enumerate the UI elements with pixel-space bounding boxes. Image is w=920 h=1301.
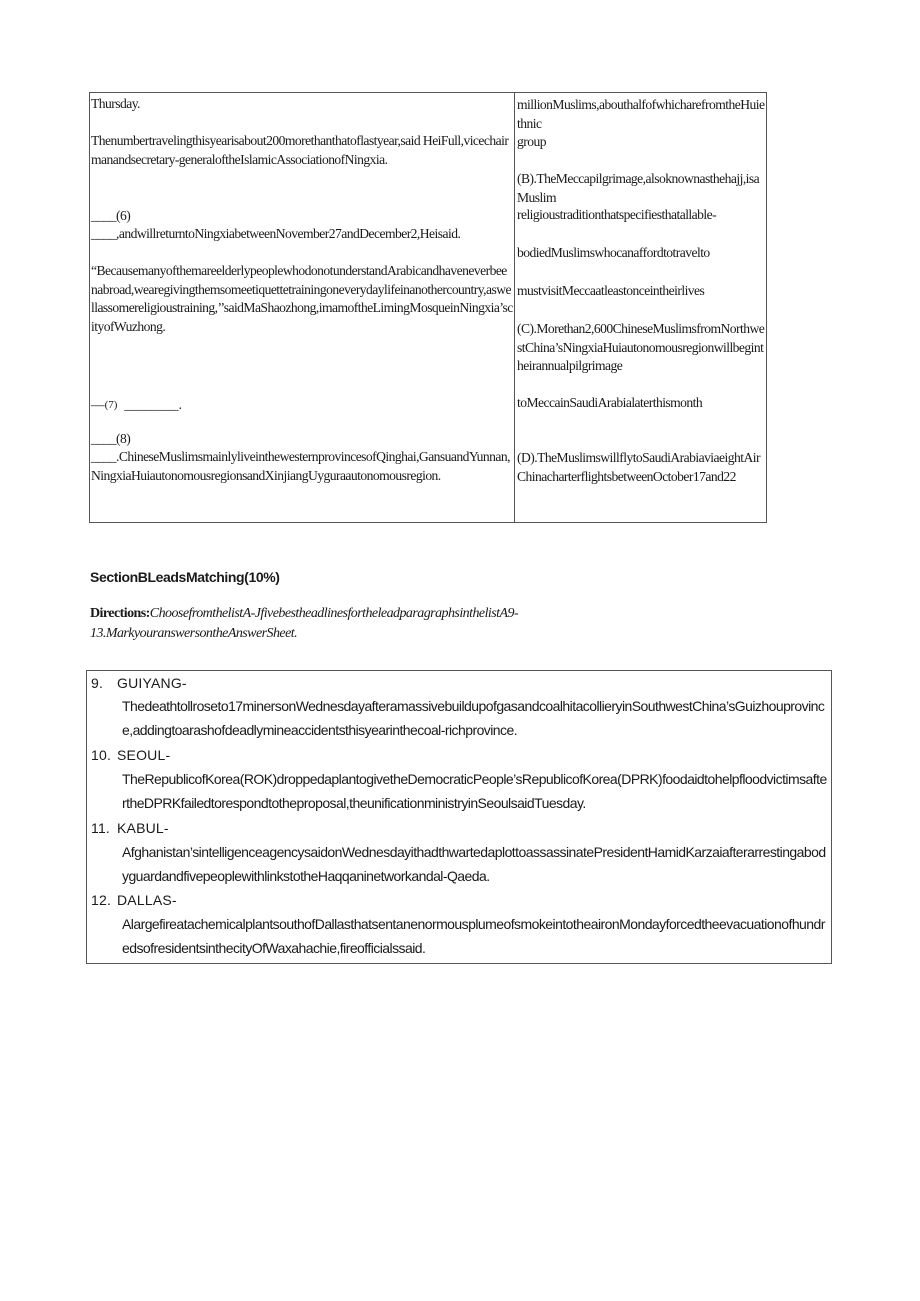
left-para-thursday: Thursday. <box>91 96 140 111</box>
lead-place: SEOUL- <box>117 747 171 763</box>
left-para-return: ____,andwillreturntoNingxiabetweenNovember27andDecember2,Heisaid. <box>91 226 461 241</box>
column-divider <box>514 92 515 523</box>
option-d: (D).TheMuslimswillflytoSaudiArabiaviaeightAirChinacharterflightsbetweenOctober17and22 <box>517 450 760 484</box>
left-para-chinese-muslims: ____.ChineseMuslimsmainlyliveinthewesternprovincesofQinghai,GansuandYunnan,NingxiaHuiautonomousregionsandXinjiangUyguraautonomousregion. <box>91 449 510 483</box>
option-b-line3: bodiedMuslimswhocanaffordtotravelto <box>517 245 710 260</box>
lead-number: 12. <box>91 892 112 908</box>
blank-7-number: (7) <box>104 399 118 411</box>
lead-text: TheRepublicofKorea(ROK)droppedaplantogivetheDemocraticPeople’sRepublicofKorea(DPRK)foodaidtohelpfloodvictimsaftertheDPRKfailedtorespondtotheproposal,theunificationministryinSeoulsaidTuesday. <box>122 771 827 811</box>
lead-heading <box>91 891 177 909</box>
left-para-quote: “BecausemanyofthemareelderlypeoplewhodonotunderstandArabicandhaveneverbeenabroad,wearegivingthemsomeetiquettetrainingoneverydaylifeinanothercountry,aswellassomereligioustraining,’’saidMaShaozhong,imamoftheLimingMosqueinNingxia’scityofWuzhong. <box>91 263 513 334</box>
blank-7-dash: — <box>91 397 105 412</box>
lead-number: 11. <box>91 820 111 836</box>
section-title: SectionBLeadsMatching(10%) <box>90 569 280 585</box>
lead-place: KABUL- <box>117 820 169 836</box>
right-para-million: millionMuslims,abouthalfofwhicharefromtheHuiethnic <box>517 97 765 131</box>
option-c-line2: toMeccainSaudiArabialaterthismonth <box>517 395 703 410</box>
lead-number: 9. <box>91 675 104 691</box>
lead-place: GUIYANG- <box>117 675 187 691</box>
lead-heading <box>91 819 169 837</box>
right-para-group: group <box>517 134 546 149</box>
lead-heading <box>91 746 170 764</box>
option-c: (C).Morethan2,600ChineseMuslimsfromNorthwestChina’sNingxiaHuiautonomousregionwillbegintheirannualpilgrimage <box>517 321 765 373</box>
directions-text: ChoosefromthelistA-JfivebestheadlinesfortheleadparagraphsinthelistA9-13.MarkyouranswersontheAnswerSheet. <box>90 606 519 641</box>
blank-7 <box>91 396 513 415</box>
lead-text: Thedeathtollroseto17minersonWednesdayafteramassivebuildupofgasandcoalhitacollieryinSouthwestChina’sGuizhouprovince,addingtoarashofdeadlymineaccidentsthisyearinthecoal-richprovince. <box>122 698 825 738</box>
blank-7-line: ________. <box>124 397 182 412</box>
lead-number: 10. <box>91 747 112 763</box>
blank-6: ____(6) <box>91 208 131 223</box>
lead-text: Afghanistan’sintelligenceagencysaidonWednesdayithadthwartedaplottoassassinatePresidentHamidKarzaiafterarrestingabodyguardandfivepeoplewithlinkstotheHaqqaninetworkandal-Qaeda. <box>122 844 826 884</box>
option-b: (B).TheMeccapilgrimage,alsoknownasthehajj,isaMuslim <box>517 171 760 205</box>
lead-text: AlargefireatachemicalplantsouthofDallasthatsentanenormousplumeofsmokeintotheaironMondayforcedtheevacuationofhundredsofresidentsinthecityOfWaxahachie,fireofficialssaid. <box>122 916 825 956</box>
blank-8: ____(8) <box>91 431 131 446</box>
lead-heading <box>91 674 187 692</box>
directions-label: Directions: <box>90 606 150 621</box>
directions <box>90 604 650 644</box>
option-b-line2: religioustraditionthatspecifiesthatallable- <box>517 207 717 222</box>
option-b-line4: mustvisitMeccaatleastonceintheirlives <box>517 283 705 298</box>
left-para-number-traveling: Thenumbertravelingthisyearisabout200morethanthatoflastyear,said HeiFull,vicechairmanandsecretary-generaloftheIslamicAssociationofNingxia. <box>91 133 509 167</box>
lead-place: DALLAS- <box>117 892 177 908</box>
